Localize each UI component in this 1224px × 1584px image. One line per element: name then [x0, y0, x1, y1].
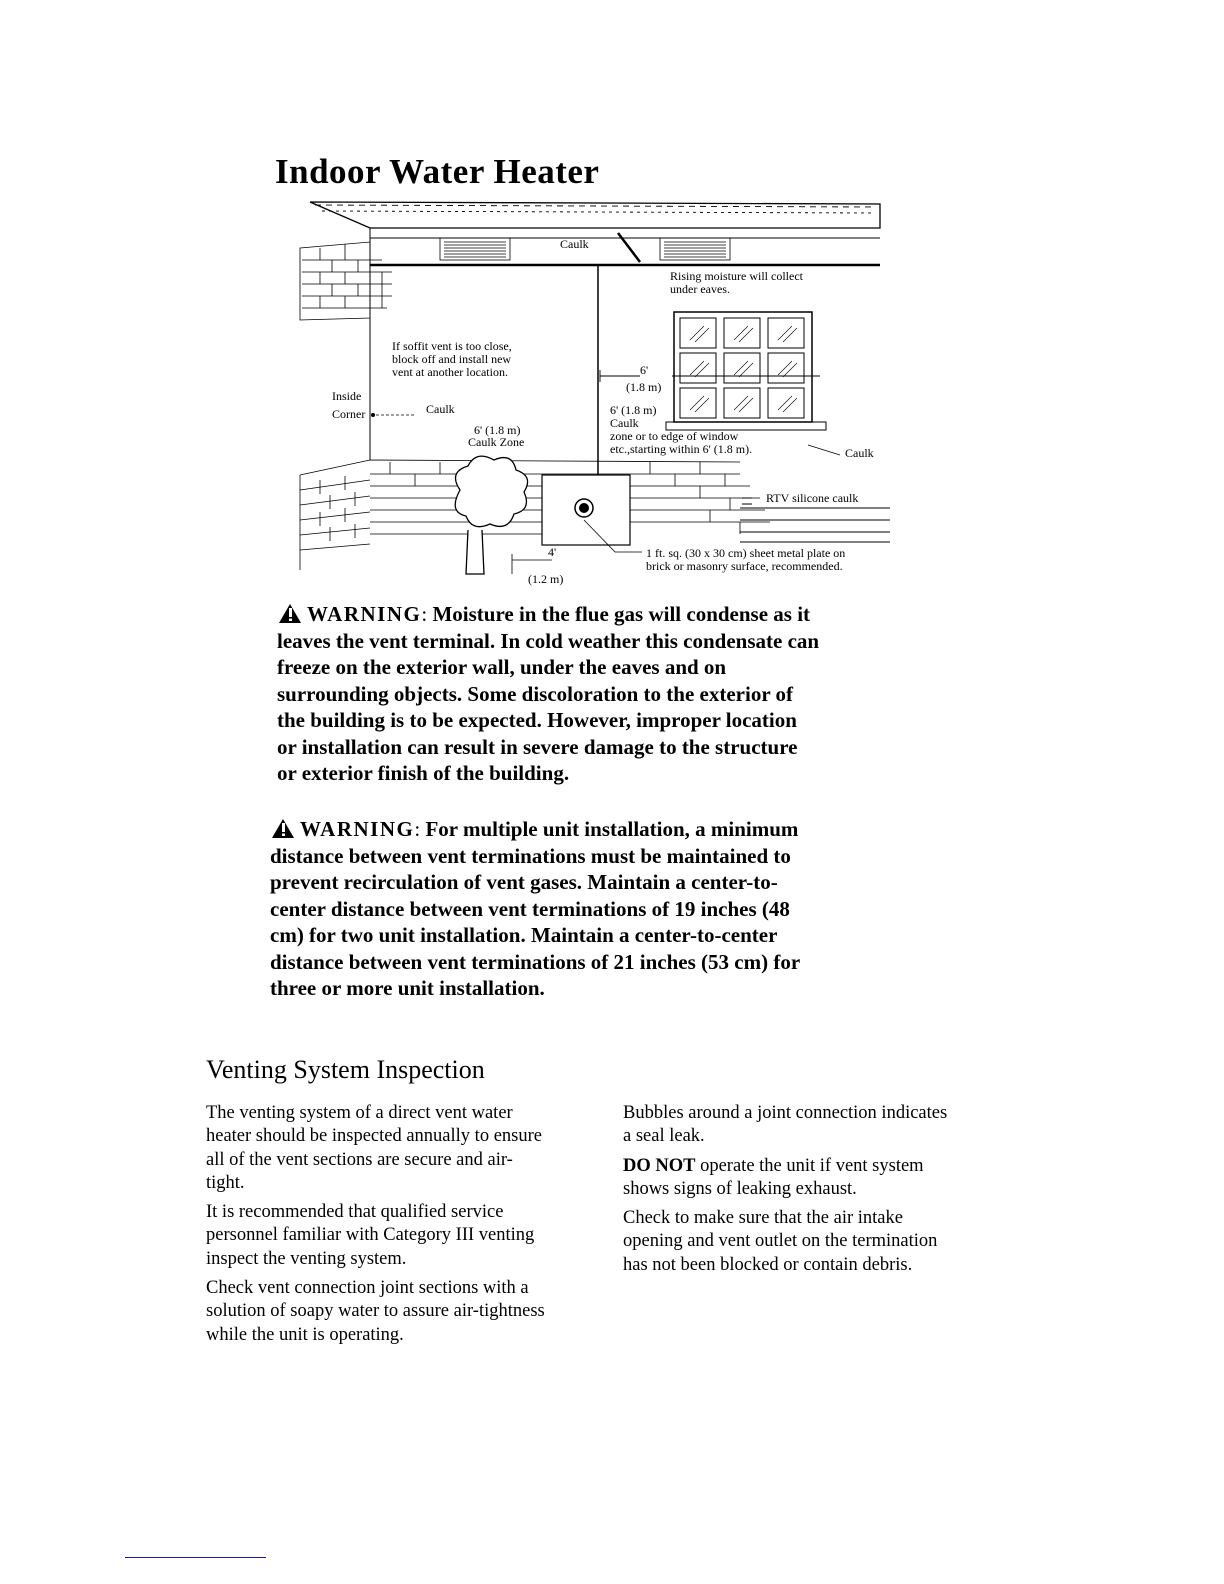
text-line: It is recommended that qualified service: [206, 1202, 504, 1223]
warning-line: surrounding objects. Some discoloration to the exterior of: [277, 681, 794, 706]
diagram-label: If soffit vent is too close,: [392, 339, 512, 353]
window: [666, 312, 826, 430]
warning-heading: WARNING:: [277, 602, 432, 626]
diagram-label: zone or to edge of window: [610, 429, 739, 443]
section-title: Venting System Inspection: [206, 1055, 485, 1084]
inspection-column-right: [623, 1102, 1003, 1283]
warning-line: three or more unit installation.: [270, 976, 545, 1000]
warning-label: WARNING: [300, 817, 415, 841]
diagram-label: Inside: [332, 389, 362, 403]
diagram-label: vent at another location.: [392, 365, 508, 379]
paragraph: [623, 1102, 1003, 1149]
diagram-label: 6' (1.8 m): [474, 423, 521, 437]
diagram-label: (1.2 m): [528, 572, 564, 586]
caulk-pointer: [618, 233, 640, 262]
warning-line: distance between vent terminations must be maintained to: [270, 843, 791, 868]
warning-line: leaves the vent terminal. In cold weather this condensate can: [277, 628, 820, 653]
diagram-label: block off and install new: [392, 352, 512, 366]
text-line: all of the vent sections are secure and air-: [206, 1149, 513, 1170]
warning-triangle-icon: [270, 817, 300, 839]
diagram-label: Caulk: [426, 402, 455, 416]
paragraph: [206, 1277, 601, 1347]
text-line: operate the unit if vent system: [695, 1155, 924, 1176]
text-line: shows signs of leaking exhaust.: [623, 1178, 857, 1199]
roof-eaves: [310, 202, 880, 265]
warning-multiple-units: [270, 816, 970, 1002]
text-line: tight.: [206, 1172, 245, 1193]
warning-line: the building is to be expected. However, improper location: [277, 708, 797, 732]
inspection-column-left: [206, 1102, 601, 1353]
footnote-rule: [125, 1557, 266, 1558]
text-line: a seal leak.: [623, 1126, 705, 1147]
brick-wall-upper: [300, 242, 392, 320]
vent-terminal-core: [579, 503, 589, 513]
text-line: personnel familiar with Category III venting: [206, 1225, 535, 1246]
text-line: while the unit is operating.: [206, 1324, 404, 1345]
warning-line: prevent recirculation of vent gases. Maintain a center-to-: [270, 870, 778, 894]
text-line: opening and vent outlet on the termination: [623, 1231, 938, 1252]
warning-line: Moisture in the flue gas will condense as it: [432, 602, 811, 626]
diagram-label: brick or masonry surface, recommended.: [646, 559, 843, 573]
paragraph: [206, 1102, 601, 1195]
text-line: solution of soapy water to assure air-tightness: [206, 1301, 545, 1322]
do-not-emphasis: DO NOT: [623, 1155, 696, 1176]
vent-location-diagram: [290, 190, 890, 590]
warning-triangle-icon: [277, 602, 307, 624]
paragraph: [206, 1201, 601, 1271]
diagram-label: RTV silicone caulk: [766, 491, 859, 505]
diagram-label: Caulk Zone: [468, 435, 525, 449]
text-line: Check vent connection joint sections with a: [206, 1278, 529, 1299]
text-line: heater should be inspected annually to ensure: [206, 1126, 542, 1147]
text-line: has not been blocked or contain debris.: [623, 1254, 913, 1275]
warning-moisture: [277, 601, 977, 787]
text-line: inspect the venting system.: [206, 1248, 407, 1269]
warning-line: or installation can result in severe damage to the structure: [277, 734, 798, 759]
diagram-label: Rising moisture will collect: [670, 269, 803, 283]
diagram-label: Caulk: [610, 416, 639, 430]
diagram-label: etc.,starting within 6' (1.8 m).: [610, 442, 753, 456]
warning-line: cm) for two unit installation. Maintain a center-to-center: [270, 923, 778, 947]
warning-line: center distance between vent terminations of 19 inches (48: [270, 896, 790, 921]
diagram-label: 6': [640, 363, 649, 377]
diagram-label: 1 ft. sq. (30 x 30 cm) sheet metal plate on: [646, 546, 846, 560]
diagram-label: (1.8 m): [626, 380, 662, 394]
diagram-label: 4': [548, 545, 557, 559]
diagram-label: under eaves.: [670, 282, 730, 296]
text-line: Bubbles around a joint connection indicates: [623, 1103, 948, 1123]
warning-line: distance between vent terminations of 21 inches (53 cm) for: [270, 949, 801, 974]
diagram-label: Caulk: [845, 446, 874, 460]
diagram-label: 6' (1.8 m): [610, 403, 657, 417]
text-line: The venting system of a direct vent water: [206, 1103, 513, 1123]
warning-label: WARNING: [307, 602, 422, 626]
page-title: Indoor Water Heater: [275, 152, 600, 191]
tree-icon: [455, 456, 527, 574]
diagram-label: Caulk: [560, 237, 589, 251]
paragraph: [623, 1155, 1003, 1202]
warning-line: freeze on the exterior wall, under the eaves and on: [277, 655, 727, 679]
warning-line: or exterior finish of the building.: [277, 761, 570, 785]
warning-heading: WARNING:: [270, 817, 425, 841]
warning-line: For multiple unit installation, a minimum: [425, 817, 799, 841]
paragraph: [623, 1207, 1003, 1277]
diagram-label: Corner: [332, 407, 366, 421]
text-line: Check to make sure that the air intake: [623, 1208, 903, 1229]
